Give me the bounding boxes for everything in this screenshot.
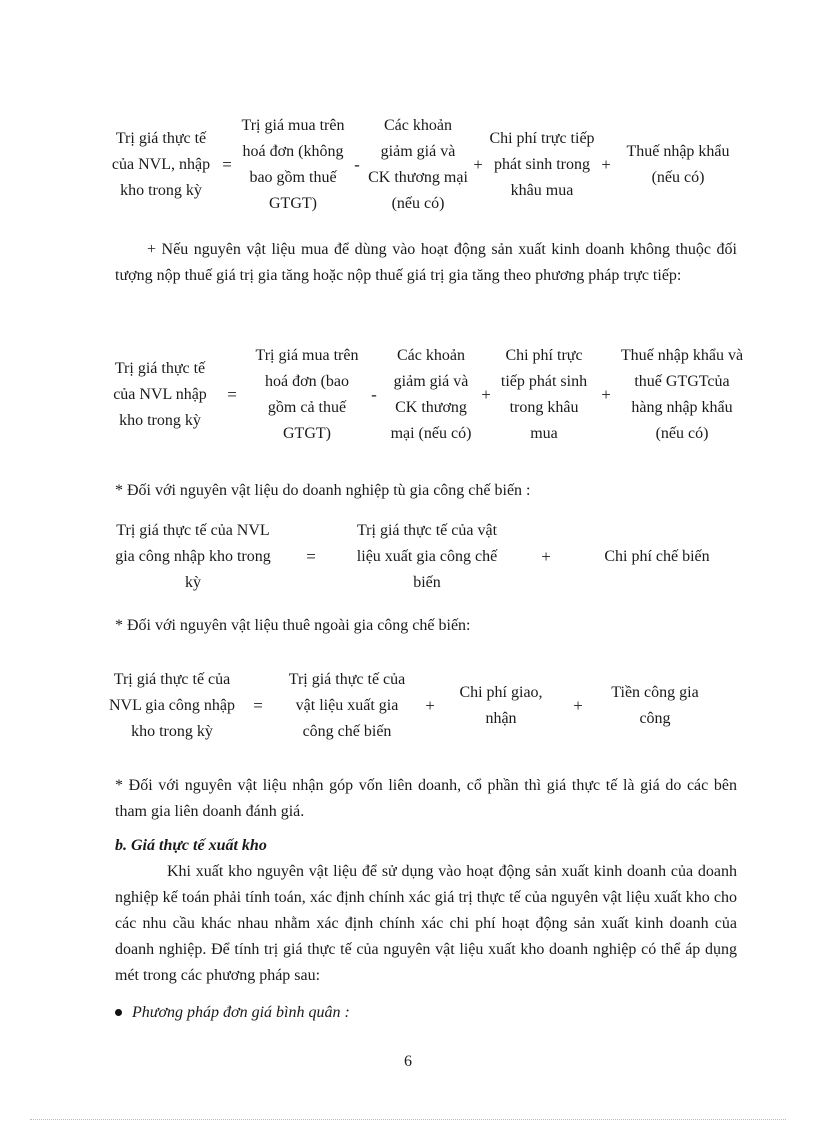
method-average-price — [112, 1000, 350, 1026]
formula-2-plus-2: + — [601, 385, 611, 404]
formula-3-term-2: Trị giá thực tế của vật liệu xuất gia công chế biến — [356, 522, 498, 591]
formula-2-plus-1: + — [481, 385, 491, 404]
formula-4 — [108, 652, 744, 760]
formula-4-term-4: Tiền công gia công — [611, 684, 699, 727]
formula-1-term-2: Trị giá mua trên hoá đơn (không bao gồm thuế GTGT) — [241, 117, 345, 212]
paragraph-export-price: Khi xuất kho nguyên vật liệu để sử dụng vào hoạt động sản xuất kinh doanh của doanh nghiệp kế toán phải tính toán, xác định chính xác giá trị thực tế của nguyên vật liệu xuất kho cho các nhu cầu khác nhau nhằm xác định chính xác chi phí hoạt động sản xuất kinh doanh của doanh nghiệp. Để tính trị giá thực tế của nguyên vật liệu xuất kho doanh nghiệp có thể áp dụng mét trong các phương pháp sau: — [115, 863, 737, 984]
formula-3-plus: + — [541, 547, 551, 566]
formula-2-minus: - — [371, 385, 377, 404]
formula-2-term-3: Các khoản giảm giá và CK thương mại (nếu có) — [390, 347, 472, 442]
formula-4-term-1: Trị giá thực tế của NVL gia công nhập kho trong kỳ — [108, 671, 236, 740]
method-average-price-label: Phương pháp đơn giá bình quân : — [132, 1004, 350, 1021]
formula-1-term-5: Thuế nhập khẩu (nếu có) — [626, 143, 730, 186]
formula-2-term-4: Chi phí trực tiếp phát sinh trong khâu mua — [500, 347, 588, 442]
formula-3-equals: = — [306, 547, 316, 566]
formula-4-plus-2: + — [573, 696, 583, 715]
formula-2-term-1: Trị giá thực tế của NVL nhập kho trong kỳ — [113, 360, 207, 429]
formula-4-equals: = — [253, 696, 263, 715]
formula-1-term-4: Chi phí trực tiếp phát sinh trong khâu mua — [489, 130, 595, 199]
formula-4-term-3: Chi phí giao, nhận — [459, 684, 543, 727]
page-number: 6 — [404, 1053, 412, 1070]
bullet-icon — [115, 1009, 122, 1016]
formula-2-equals: = — [227, 385, 237, 404]
formula-4-plus-1: + — [425, 696, 435, 715]
formula-3-term-3: Chi phí chế biến — [604, 548, 710, 565]
formula-1-plus-2: + — [601, 155, 611, 174]
formula-1-plus-1: + — [473, 155, 483, 174]
formula-1-minus: - — [354, 155, 360, 174]
formula-1-term-1: Trị giá thực tế của NVL, nhập kho trong kỳ — [111, 130, 211, 199]
note-self-processing: * Đối với nguyên vật liệu do doanh nghiệp tù gia công chế biến : — [115, 482, 531, 499]
section-heading-b: b. Giá thực tế xuất kho — [115, 837, 267, 854]
formula-3-term-1: Trị giá thực tế của NVL gia công nhập kho trong kỳ — [115, 522, 271, 591]
page-bottom-divider — [30, 1119, 786, 1120]
formula-1 — [108, 100, 744, 230]
formula-4-term-2: Trị giá thực tế của vật liệu xuất gia công chế biến — [288, 671, 406, 740]
formula-2-term-2: Trị giá mua trên hoá đơn (bao gồm cả thuế GTGT) — [255, 347, 359, 442]
formula-3 — [108, 516, 744, 598]
paragraph-capital-contribution: * Đối với nguyên vật liệu nhận góp vốn liên doanh, cổ phần thì giá thực tế là giá do các bên tham gia liên doanh đánh giá. — [115, 777, 737, 820]
formula-1-equals: = — [222, 155, 232, 174]
formula-2 — [108, 330, 744, 460]
paragraph-vat-direct: + Nếu nguyên vật liệu mua để dùng vào hoạt động sản xuất kinh doanh không thuộc đối tượng nộp thuế giá trị gia tăng hoặc nộp thuế giá trị gia tăng theo phương pháp trực tiếp: — [115, 241, 737, 284]
formula-1-term-3: Các khoản giảm giá và CK thương mại (nếu có) — [368, 117, 468, 212]
note-outsourced-processing: * Đối với nguyên vật liệu thuê ngoài gia công chế biến: — [115, 617, 471, 634]
formula-2-term-5: Thuế nhập khẩu và thuế GTGTcủa hàng nhập khẩu (nếu có) — [620, 347, 744, 442]
